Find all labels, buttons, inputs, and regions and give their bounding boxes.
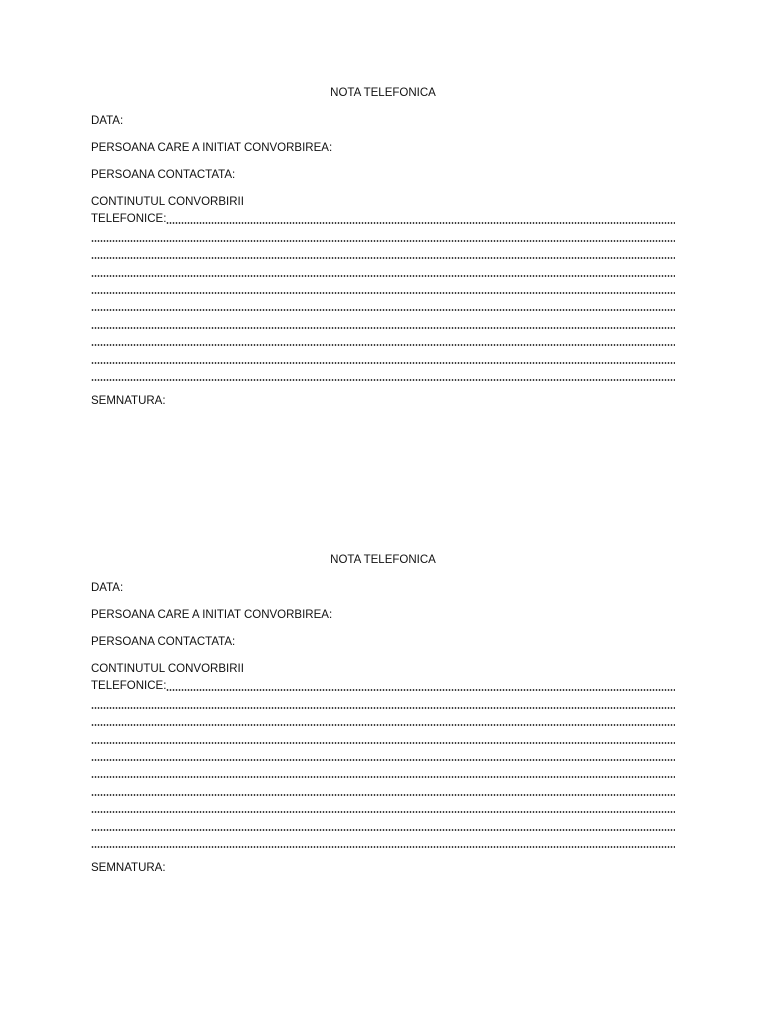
dotted-blank-line [91, 348, 675, 365]
dotted-line [91, 275, 675, 277]
dotted-line [91, 794, 675, 796]
dotted-blank-line [91, 296, 675, 313]
dotted-line [91, 240, 675, 242]
initiator-field-label: PERSOANA CARE A INITIAT CONVORBIREA: [91, 609, 333, 621]
dotted-line [91, 257, 675, 259]
dotted-blank-line [91, 780, 675, 797]
content-field-label-cont: TELEFONICE: [91, 680, 167, 693]
contacted-field-label: PERSOANA CONTACTATA: [91, 636, 236, 648]
dotted-line [91, 829, 675, 831]
content-field-label: CONTINUTUL CONVORBIRII [91, 663, 244, 675]
content-line-first [91, 676, 675, 693]
dotted-line [166, 689, 675, 691]
dotted-line [91, 811, 675, 813]
phone-note-form-1 [91, 86, 675, 408]
dotted-blank-line [91, 711, 675, 728]
dotted-blank-line [91, 693, 675, 710]
dotted-blank-line [91, 226, 675, 243]
signature-label: SEMNATURA: [91, 861, 166, 874]
dotted-blank-line [91, 244, 675, 261]
dotted-line [91, 292, 675, 294]
dotted-blank-line [91, 279, 675, 296]
content-field-label: CONTINUTUL CONVORBIRII [91, 196, 244, 208]
dotted-line [166, 222, 675, 224]
dotted-line [91, 309, 675, 311]
dotted-blank-line [91, 833, 675, 850]
date-field-label: DATA: [91, 115, 124, 127]
dotted-line [91, 724, 675, 726]
date-field-label: DATA: [91, 582, 124, 594]
dotted-blank-line [91, 261, 675, 278]
dotted-line [91, 344, 675, 346]
dotted-blank-line [91, 798, 675, 815]
dotted-blank-line [91, 815, 675, 832]
contacted-field-label: PERSOANA CONTACTATA: [91, 169, 236, 181]
dotted-line [91, 327, 675, 329]
dotted-blank-line [91, 763, 675, 780]
form-title: NOTA TELEFONICA [330, 554, 436, 566]
content-lines [91, 209, 675, 383]
dotted-blank-line [91, 331, 675, 348]
dotted-blank-line [91, 313, 675, 330]
signature-label: SEMNATURA: [91, 394, 166, 407]
dotted-blank-line [91, 366, 675, 383]
dotted-blank-line [91, 746, 675, 763]
form-title: NOTA TELEFONICA [330, 87, 436, 99]
content-lines [91, 676, 675, 850]
dotted-blank-line [91, 728, 675, 745]
dotted-line [91, 379, 675, 381]
content-field-label-cont: TELEFONICE: [91, 213, 167, 226]
dotted-line [91, 776, 675, 778]
dotted-line [91, 707, 675, 709]
dotted-line [91, 362, 675, 364]
phone-note-form-2 [91, 553, 675, 875]
content-line-first [91, 209, 675, 226]
initiator-field-label: PERSOANA CARE A INITIAT CONVORBIREA: [91, 142, 333, 154]
dotted-line [91, 759, 675, 761]
dotted-line [91, 742, 675, 744]
dotted-line [91, 846, 675, 848]
